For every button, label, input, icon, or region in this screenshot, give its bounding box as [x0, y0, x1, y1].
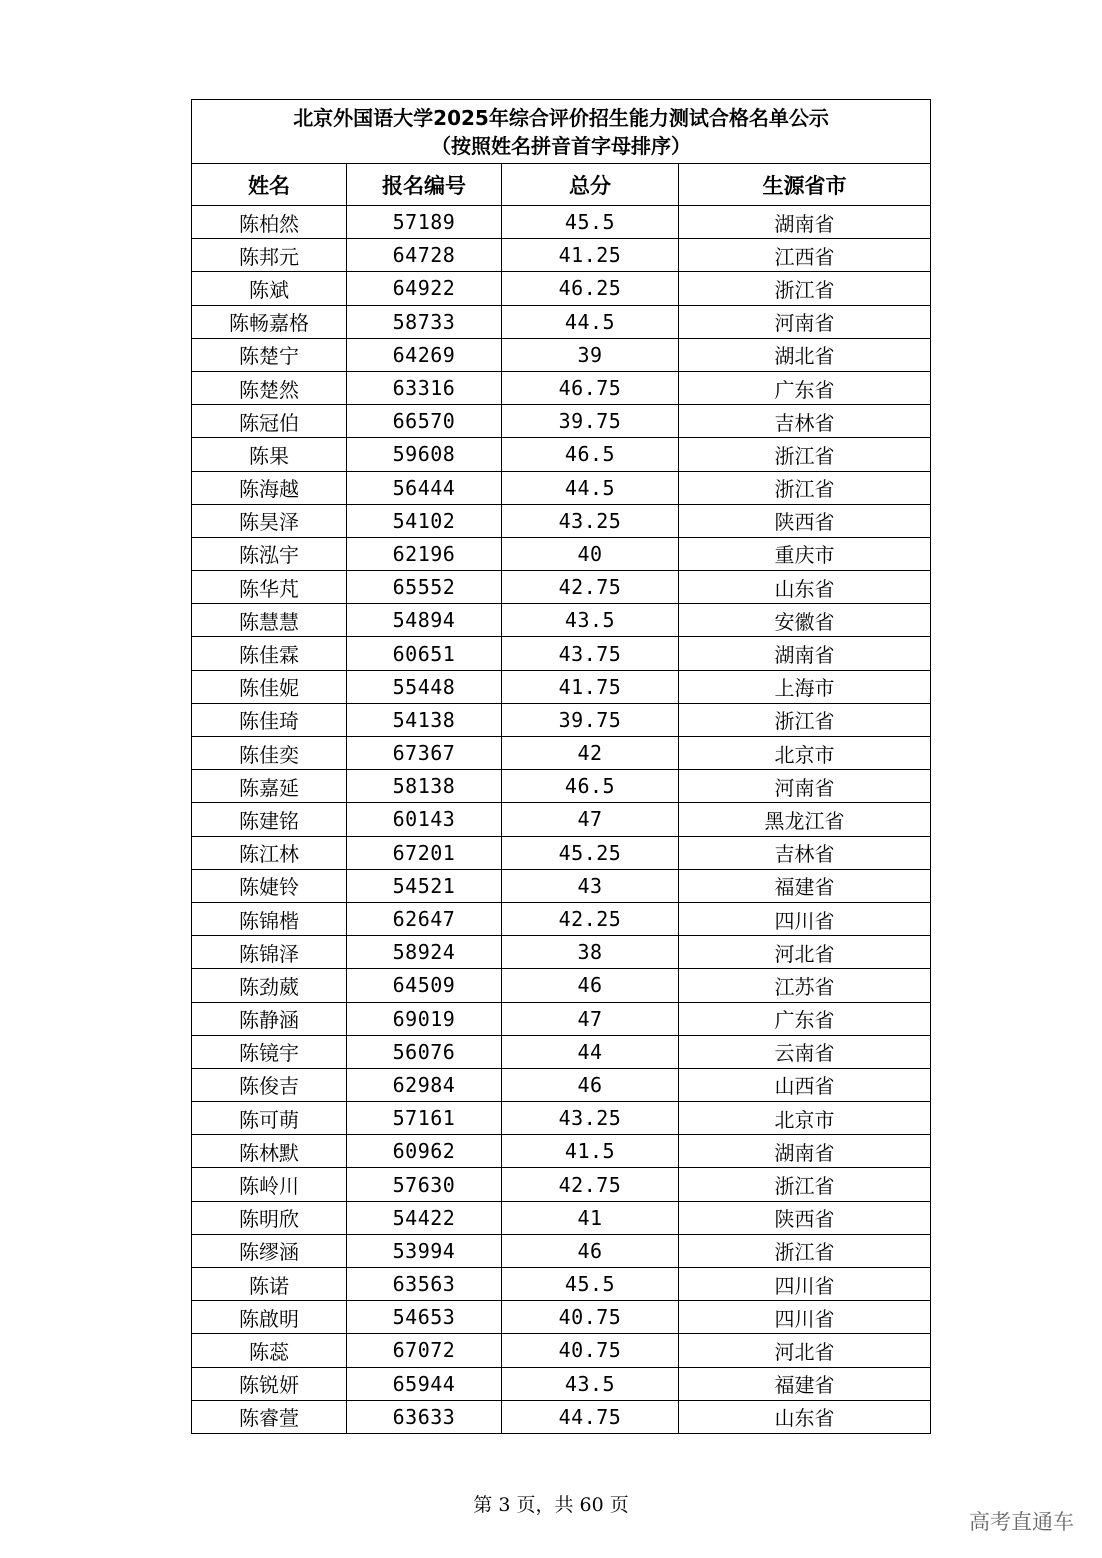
table-row: [192, 272, 931, 305]
name-cell: 陈泓宇: [192, 537, 347, 570]
name-cell: 陈诺: [192, 1268, 347, 1301]
score-cell: 45.25: [502, 836, 679, 869]
name-cell: 陈楚宁: [192, 338, 347, 371]
name-cell: 陈佳霖: [192, 637, 347, 670]
score-cell: 41: [502, 1201, 679, 1234]
table-row: [192, 438, 931, 471]
province-cell: 广东省: [679, 371, 931, 404]
table-row: [192, 1400, 931, 1433]
name-cell: 陈嘉延: [192, 770, 347, 803]
province-cell: 山东省: [679, 1400, 931, 1433]
score-cell: 40: [502, 537, 679, 570]
table-row: [192, 405, 931, 438]
province-cell: 浙江省: [679, 471, 931, 504]
province-cell: 河北省: [679, 936, 931, 969]
province-cell: 福建省: [679, 869, 931, 902]
name-cell: 陈锐妍: [192, 1367, 347, 1400]
score-cell: 44.5: [502, 471, 679, 504]
province-cell: 湖南省: [679, 1135, 931, 1168]
name-cell: 陈佳琦: [192, 703, 347, 736]
province-cell: 黑龙江省: [679, 803, 931, 836]
province-cell: 云南省: [679, 1035, 931, 1068]
id-cell: 54102: [347, 504, 502, 537]
score-cell: 40.75: [502, 1301, 679, 1334]
province-cell: 湖北省: [679, 338, 931, 371]
name-cell: 陈佳奕: [192, 737, 347, 770]
title-row: [192, 100, 931, 164]
province-cell: 河南省: [679, 305, 931, 338]
column-header-province: 生源省市: [679, 164, 931, 206]
id-cell: 55448: [347, 670, 502, 703]
score-cell: 43.25: [502, 504, 679, 537]
name-cell: 陈建铭: [192, 803, 347, 836]
id-cell: 63563: [347, 1268, 502, 1301]
id-cell: 60651: [347, 637, 502, 670]
name-cell: 陈睿萱: [192, 1400, 347, 1433]
province-cell: 广东省: [679, 1002, 931, 1035]
table-row: [192, 936, 931, 969]
id-cell: 54422: [347, 1201, 502, 1234]
table-row: [192, 969, 931, 1002]
table-row: [192, 371, 931, 404]
name-cell: 陈岭川: [192, 1168, 347, 1201]
province-cell: 四川省: [679, 902, 931, 935]
table-row: [192, 504, 931, 537]
province-cell: 吉林省: [679, 405, 931, 438]
table-row: [192, 1201, 931, 1234]
score-cell: 43.25: [502, 1102, 679, 1135]
table-row: [192, 305, 931, 338]
score-cell: 41.5: [502, 1135, 679, 1168]
name-cell: 陈慧慧: [192, 604, 347, 637]
score-cell: 43.5: [502, 604, 679, 637]
score-cell: 42.75: [502, 571, 679, 604]
table-row: [192, 1301, 931, 1334]
province-cell: 浙江省: [679, 438, 931, 471]
score-cell: 43: [502, 869, 679, 902]
score-cell: 42: [502, 737, 679, 770]
id-cell: 65552: [347, 571, 502, 604]
province-cell: 江苏省: [679, 969, 931, 1002]
name-cell: 陈婕铃: [192, 869, 347, 902]
name-cell: 陈缪涵: [192, 1234, 347, 1267]
province-cell: 江西省: [679, 239, 931, 272]
id-cell: 57630: [347, 1168, 502, 1201]
table-row: [192, 338, 931, 371]
header-row: [192, 164, 931, 206]
id-cell: 67072: [347, 1334, 502, 1367]
province-cell: 湖南省: [679, 637, 931, 670]
score-cell: 43.5: [502, 1367, 679, 1400]
title-line-2: （按照姓名拼音首字母排序）: [431, 133, 692, 158]
name-cell: 陈楚然: [192, 371, 347, 404]
score-cell: 39.75: [502, 405, 679, 438]
score-cell: 46.5: [502, 438, 679, 471]
id-cell: 54894: [347, 604, 502, 637]
score-cell: 46: [502, 1234, 679, 1267]
name-cell: 陈劲葳: [192, 969, 347, 1002]
name-cell: 陈明欣: [192, 1201, 347, 1234]
score-cell: 41.75: [502, 670, 679, 703]
name-cell: 陈昊泽: [192, 504, 347, 537]
name-cell: 陈斌: [192, 272, 347, 305]
id-cell: 60143: [347, 803, 502, 836]
id-cell: 64269: [347, 338, 502, 371]
province-cell: 吉林省: [679, 836, 931, 869]
id-cell: 54521: [347, 869, 502, 902]
table-row: [192, 902, 931, 935]
table-row: [192, 737, 931, 770]
column-header-id: 报名编号: [347, 164, 502, 206]
name-cell: 陈江林: [192, 836, 347, 869]
province-cell: 河南省: [679, 770, 931, 803]
table-row: [192, 803, 931, 836]
table-row: [192, 1234, 931, 1267]
province-cell: 浙江省: [679, 703, 931, 736]
province-cell: 浙江省: [679, 1168, 931, 1201]
name-cell: 陈果: [192, 438, 347, 471]
table-row: [192, 670, 931, 703]
score-cell: 46.5: [502, 770, 679, 803]
province-cell: 四川省: [679, 1301, 931, 1334]
id-cell: 57189: [347, 206, 502, 239]
province-cell: 山西省: [679, 1068, 931, 1101]
id-cell: 63633: [347, 1400, 502, 1433]
table-row: [192, 471, 931, 504]
table-row: [192, 206, 931, 239]
table-row: [192, 1334, 931, 1367]
id-cell: 67201: [347, 836, 502, 869]
province-cell: 陕西省: [679, 1201, 931, 1234]
province-cell: 四川省: [679, 1268, 931, 1301]
name-cell: 陈蕊: [192, 1334, 347, 1367]
table-row: [192, 1135, 931, 1168]
table-row: [192, 1102, 931, 1135]
id-cell: 54653: [347, 1301, 502, 1334]
table-row: [192, 1035, 931, 1068]
id-cell: 54138: [347, 703, 502, 736]
name-cell: 陈海越: [192, 471, 347, 504]
table-row: [192, 703, 931, 736]
id-cell: 69019: [347, 1002, 502, 1035]
table-row: [192, 1367, 931, 1400]
id-cell: 62196: [347, 537, 502, 570]
table-row: [192, 1068, 931, 1101]
province-cell: 浙江省: [679, 1234, 931, 1267]
score-cell: 43.75: [502, 637, 679, 670]
name-cell: 陈锦泽: [192, 936, 347, 969]
score-cell: 47: [502, 1002, 679, 1035]
table-row: [192, 537, 931, 570]
table-row: [192, 770, 931, 803]
score-cell: 44.75: [502, 1400, 679, 1433]
table-row: [192, 1268, 931, 1301]
name-cell: 陈镜宇: [192, 1035, 347, 1068]
score-cell: 42.75: [502, 1168, 679, 1201]
id-cell: 56076: [347, 1035, 502, 1068]
name-cell: 陈畅嘉格: [192, 305, 347, 338]
table-row: [192, 604, 931, 637]
score-cell: 46: [502, 969, 679, 1002]
table-row: [192, 836, 931, 869]
id-cell: 62647: [347, 902, 502, 935]
name-cell: 陈啟明: [192, 1301, 347, 1334]
id-cell: 57161: [347, 1102, 502, 1135]
id-cell: 66570: [347, 405, 502, 438]
name-cell: 陈邦元: [192, 239, 347, 272]
id-cell: 58138: [347, 770, 502, 803]
province-cell: 北京市: [679, 1102, 931, 1135]
document-title: [192, 100, 931, 164]
name-cell: 陈佳妮: [192, 670, 347, 703]
id-cell: 60962: [347, 1135, 502, 1168]
province-cell: 上海市: [679, 670, 931, 703]
table-row: [192, 1002, 931, 1035]
id-cell: 56444: [347, 471, 502, 504]
province-cell: 陕西省: [679, 504, 931, 537]
province-cell: 河北省: [679, 1334, 931, 1367]
score-cell: 44: [502, 1035, 679, 1068]
name-cell: 陈华芃: [192, 571, 347, 604]
admission-list-table: [191, 99, 931, 1434]
name-cell: 陈柏然: [192, 206, 347, 239]
id-cell: 59608: [347, 438, 502, 471]
score-cell: 39: [502, 338, 679, 371]
score-cell: 46.25: [502, 272, 679, 305]
id-cell: 64728: [347, 239, 502, 272]
province-cell: 北京市: [679, 737, 931, 770]
table-row: [192, 239, 931, 272]
score-cell: 45.5: [502, 1268, 679, 1301]
province-cell: 浙江省: [679, 272, 931, 305]
score-cell: 38: [502, 936, 679, 969]
id-cell: 64509: [347, 969, 502, 1002]
id-cell: 53994: [347, 1234, 502, 1267]
score-cell: 47: [502, 803, 679, 836]
id-cell: 63316: [347, 371, 502, 404]
score-cell: 44.5: [502, 305, 679, 338]
province-cell: 福建省: [679, 1367, 931, 1400]
score-cell: 46: [502, 1068, 679, 1101]
id-cell: 65944: [347, 1367, 502, 1400]
column-header-score: 总分: [502, 164, 679, 206]
name-cell: 陈冠伯: [192, 405, 347, 438]
name-cell: 陈静涵: [192, 1002, 347, 1035]
province-cell: 安徽省: [679, 604, 931, 637]
table-row: [192, 571, 931, 604]
province-cell: 山东省: [679, 571, 931, 604]
name-cell: 陈锦楷: [192, 902, 347, 935]
province-cell: 湖南省: [679, 206, 931, 239]
score-cell: 46.75: [502, 371, 679, 404]
title-line-1: 北京外国语大学2025年综合评价招生能力测试合格名单公示: [293, 105, 829, 130]
id-cell: 67367: [347, 737, 502, 770]
score-cell: 39.75: [502, 703, 679, 736]
column-header-name: 姓名: [192, 164, 347, 206]
id-cell: 58733: [347, 305, 502, 338]
table-row: [192, 1168, 931, 1201]
table-row: [192, 637, 931, 670]
watermark: 高考直通车: [969, 1510, 1074, 1534]
id-cell: 62984: [347, 1068, 502, 1101]
province-cell: 重庆市: [679, 537, 931, 570]
score-cell: 45.5: [502, 206, 679, 239]
table-row: [192, 869, 931, 902]
name-cell: 陈可萌: [192, 1102, 347, 1135]
name-cell: 陈林默: [192, 1135, 347, 1168]
score-cell: 40.75: [502, 1334, 679, 1367]
id-cell: 58924: [347, 936, 502, 969]
page-footer: 第 3 页，共 60 页: [473, 1494, 629, 1516]
id-cell: 64922: [347, 272, 502, 305]
score-cell: 42.25: [502, 902, 679, 935]
name-cell: 陈俊吉: [192, 1068, 347, 1101]
score-cell: 41.25: [502, 239, 679, 272]
